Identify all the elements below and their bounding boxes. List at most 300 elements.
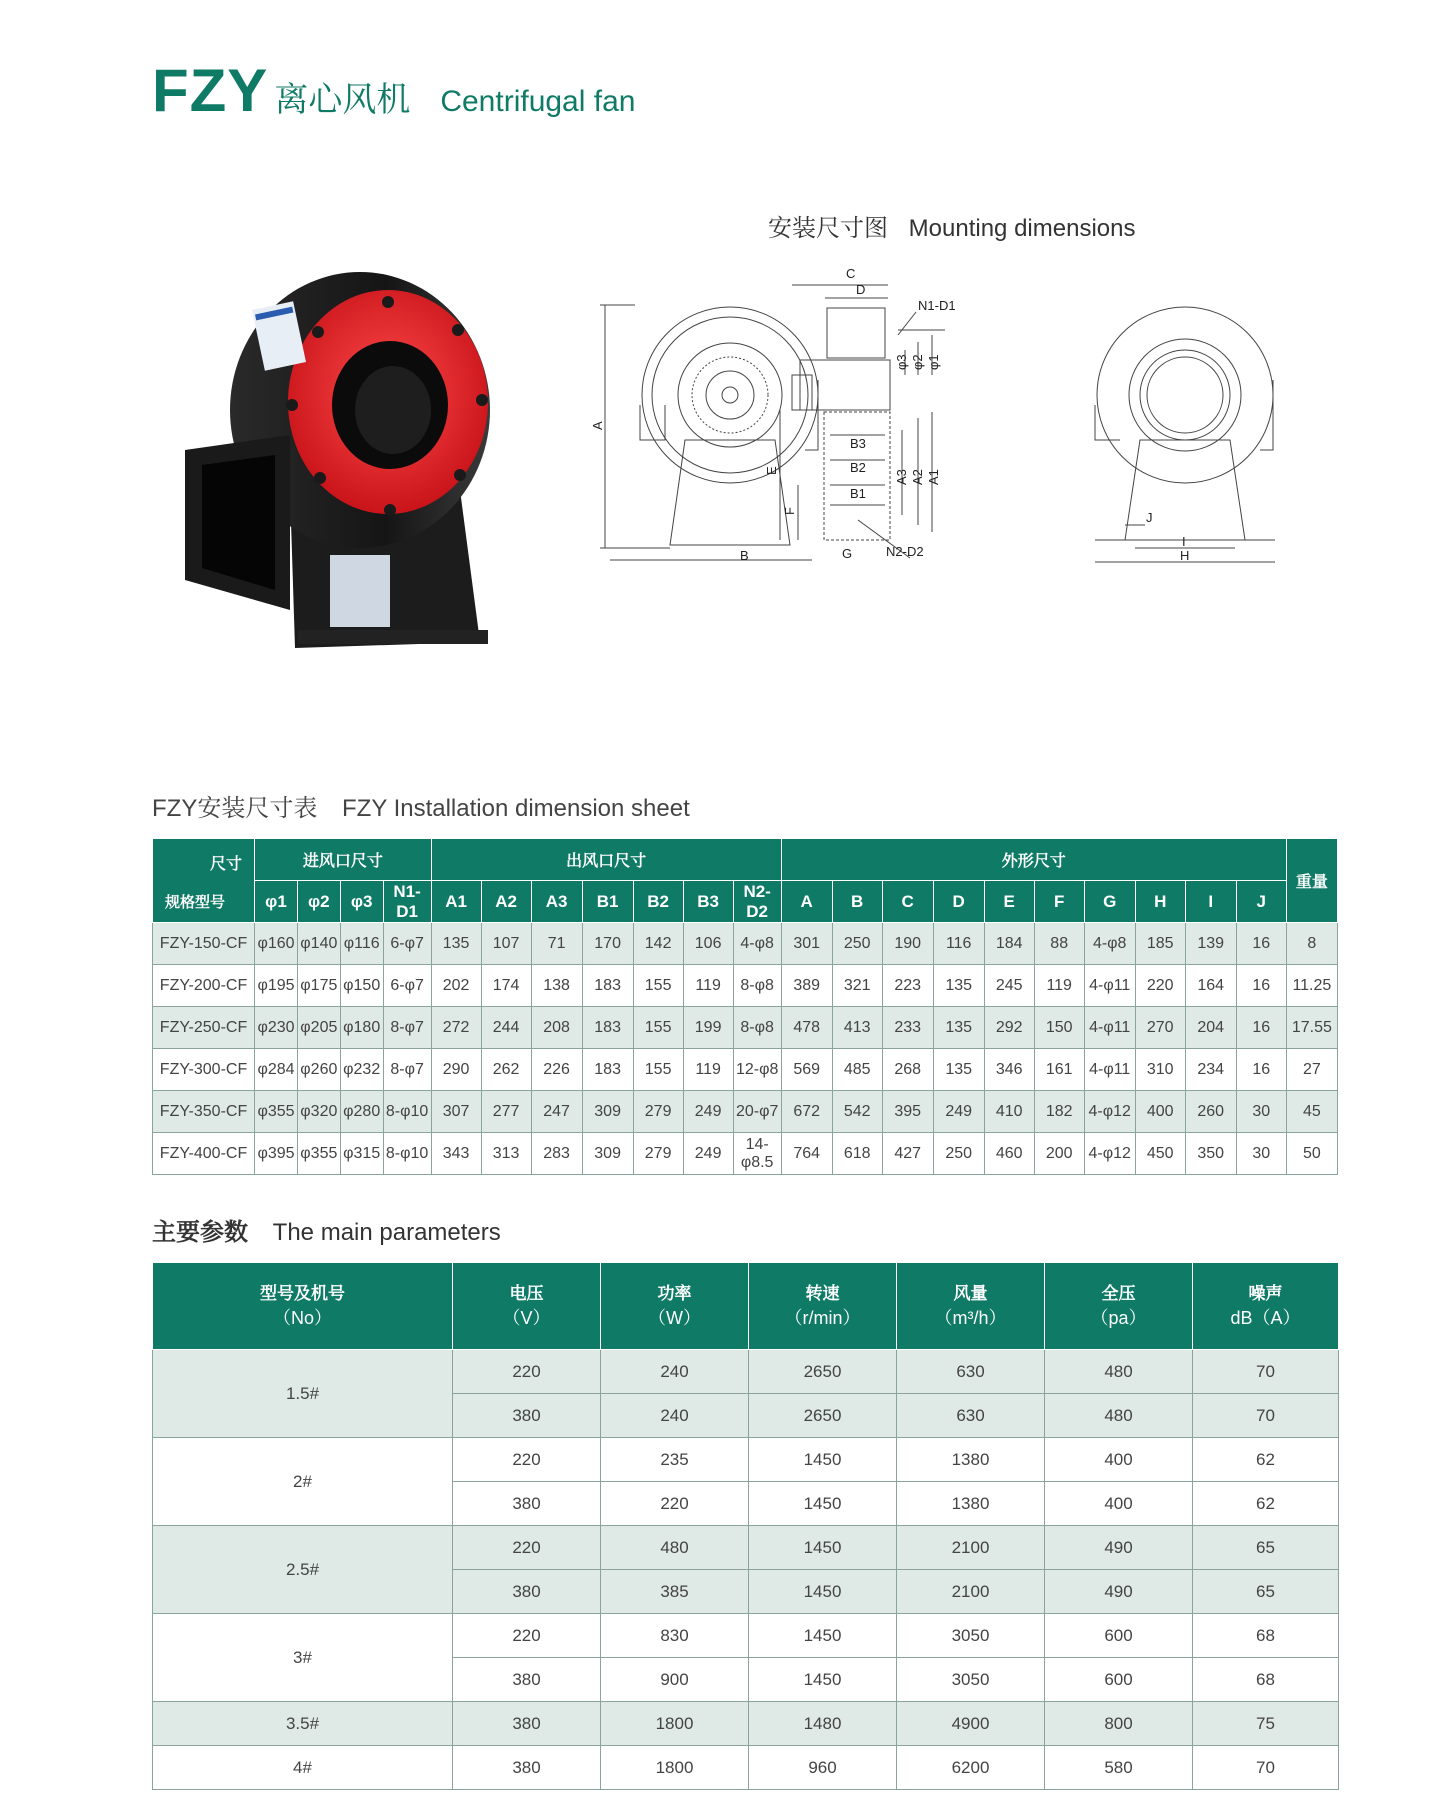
dim-cell: 250 — [832, 923, 882, 965]
param-table-row — [153, 1614, 1339, 1658]
dim-cell: 223 — [882, 965, 933, 1007]
dim-cell: φ180 — [340, 1007, 383, 1049]
model-number-cell: 2# — [153, 1438, 453, 1526]
param-cell: 490 — [1045, 1570, 1193, 1614]
param-header-unit: （pa） — [1090, 1308, 1147, 1328]
param-cell: 830 — [601, 1614, 749, 1658]
model-cell: FZY-400-CF — [153, 1133, 255, 1175]
dim-cell: 460 — [984, 1133, 1034, 1175]
param-cell: 1480 — [749, 1702, 897, 1746]
dim-cell: 427 — [882, 1133, 933, 1175]
dim-cell: 4-φ8 — [733, 923, 781, 965]
mounting-title — [768, 208, 1135, 243]
param-cell: 400 — [1045, 1438, 1193, 1482]
param-header-unit: （r/min） — [784, 1308, 861, 1328]
rear-view-drawing — [1095, 307, 1275, 562]
dimension-sheet-title — [152, 788, 690, 823]
param-cell: 900 — [601, 1658, 749, 1702]
dim-cell: 764 — [781, 1133, 832, 1175]
dim-cell: 164 — [1185, 965, 1236, 1007]
param-table-row — [153, 1350, 1339, 1394]
label-G: G — [842, 546, 853, 561]
label-B2: B2 — [850, 460, 866, 475]
param-column-header — [601, 1263, 749, 1350]
dim-column-header: B1 — [582, 881, 633, 923]
param-cell: 220 — [453, 1350, 601, 1394]
dim-cell: 260 — [1185, 1091, 1236, 1133]
model-cell: FZY-150-CF — [153, 923, 255, 965]
dim-cell: 321 — [832, 965, 882, 1007]
dim-cell: φ205 — [297, 1007, 340, 1049]
param-cell: 62 — [1193, 1438, 1339, 1482]
dim-cell: 155 — [633, 965, 683, 1007]
dim-column-header: N2-D2 — [733, 881, 781, 923]
param-cell: 1380 — [897, 1482, 1045, 1526]
param-cell: 1380 — [897, 1438, 1045, 1482]
dim-column-header: I — [1185, 881, 1236, 923]
param-cell: 2650 — [749, 1350, 897, 1394]
dim-cell: 135 — [933, 965, 984, 1007]
param-table-row — [153, 1438, 1339, 1482]
param-header-label: 功率 — [657, 1284, 692, 1303]
param-cell: 480 — [1045, 1350, 1193, 1394]
dim-table-row — [153, 1007, 1338, 1049]
dim-cell: 16 — [1236, 965, 1286, 1007]
dim-cell: 234 — [1185, 1049, 1236, 1091]
param-cell: 70 — [1193, 1350, 1339, 1394]
param-cell: 240 — [601, 1350, 749, 1394]
dim-cell: 279 — [633, 1091, 683, 1133]
param-header-unit: dB（A） — [1230, 1308, 1301, 1328]
dim-cell: 174 — [481, 965, 531, 1007]
param-cell: 385 — [601, 1570, 749, 1614]
dim-cell: 283 — [531, 1133, 582, 1175]
dim-cell: 107 — [481, 923, 531, 965]
param-cell: 400 — [1045, 1482, 1193, 1526]
dim-cell: 16 — [1236, 923, 1286, 965]
group-weight: 重量 — [1286, 839, 1337, 923]
dim-cell: 618 — [832, 1133, 882, 1175]
dim-cell: 485 — [832, 1049, 882, 1091]
param-cell: 580 — [1045, 1746, 1193, 1790]
dim-cell: 8-φ8 — [733, 1007, 781, 1049]
label-I: I — [1182, 534, 1186, 549]
dim-column-header: G — [1084, 881, 1135, 923]
dim-cell: 4-φ8 — [1084, 923, 1135, 965]
dim-cell: 4-φ12 — [1084, 1091, 1135, 1133]
dim-column-header: φ3 — [340, 881, 383, 923]
model-number-cell: 4# — [153, 1746, 453, 1790]
params-title-cn: 主要参数 — [152, 1219, 248, 1246]
label-A2: A2 — [910, 469, 925, 485]
dim-cell: 542 — [832, 1091, 882, 1133]
dim-cell: 208 — [531, 1007, 582, 1049]
label-A: A — [590, 421, 605, 430]
dim-cell: 138 — [531, 965, 582, 1007]
dim-cell: 27 — [1286, 1049, 1337, 1091]
corner-model-label: 规格型号 — [165, 894, 226, 911]
dim-cell: 190 — [882, 923, 933, 965]
param-cell: 1450 — [749, 1614, 897, 1658]
dim-cell: 182 — [1034, 1091, 1084, 1133]
dim-cell: 150 — [1034, 1007, 1084, 1049]
dim-column-header: φ1 — [255, 881, 298, 923]
installation-dimension-table — [152, 838, 1338, 1175]
dim-cell: φ355 — [297, 1133, 340, 1175]
dim-column-header: φ2 — [297, 881, 340, 923]
param-column-header — [453, 1263, 601, 1350]
model-number-cell: 3.5# — [153, 1702, 453, 1746]
dim-cell: 183 — [582, 1007, 633, 1049]
label-J: J — [1146, 510, 1153, 525]
label-N1-D1: N1-D1 — [918, 298, 956, 313]
param-header-label: 型号及机号 — [260, 1284, 345, 1303]
dim-cell: 8-φ10 — [383, 1133, 431, 1175]
dim-cell: 8-φ8 — [733, 965, 781, 1007]
dim-cell: 233 — [882, 1007, 933, 1049]
mounting-title-en: Mounting dimensions — [908, 215, 1136, 242]
dim-cell: 183 — [582, 965, 633, 1007]
dim-cell: φ395 — [255, 1133, 298, 1175]
param-column-header — [153, 1263, 453, 1350]
dim-cell: 279 — [633, 1133, 683, 1175]
dim-cell: φ116 — [340, 923, 383, 965]
model-cell: FZY-200-CF — [153, 965, 255, 1007]
dim-cell: 244 — [481, 1007, 531, 1049]
dim-table-row — [153, 965, 1338, 1007]
param-cell: 2650 — [749, 1394, 897, 1438]
label-phi2: φ2 — [910, 354, 925, 370]
dim-cell: 350 — [1185, 1133, 1236, 1175]
dim-cell: 88 — [1034, 923, 1084, 965]
param-column-header — [1045, 1263, 1193, 1350]
param-header-unit: （V） — [502, 1308, 551, 1328]
param-header-unit: （m³/h） — [934, 1308, 1007, 1328]
dim-cell: 142 — [633, 923, 683, 965]
dim-cell: 292 — [984, 1007, 1034, 1049]
dim-cell: 119 — [1034, 965, 1084, 1007]
param-column-header — [897, 1263, 1045, 1350]
param-cell: 380 — [453, 1658, 601, 1702]
dim-cell: 135 — [431, 923, 481, 965]
dim-cell: 569 — [781, 1049, 832, 1091]
dim-cell: 8-φ10 — [383, 1091, 431, 1133]
param-cell: 240 — [601, 1394, 749, 1438]
dim-cell: 400 — [1135, 1091, 1185, 1133]
dim-cell: φ160 — [255, 923, 298, 965]
dim-cell: 247 — [531, 1091, 582, 1133]
dim-cell: 249 — [683, 1091, 733, 1133]
param-table-row — [153, 1702, 1339, 1746]
param-cell: 1450 — [749, 1482, 897, 1526]
dim-cell: 183 — [582, 1049, 633, 1091]
dim-cell: φ280 — [340, 1091, 383, 1133]
param-cell: 3050 — [897, 1658, 1045, 1702]
dim-column-header: H — [1135, 881, 1185, 923]
param-cell: 600 — [1045, 1614, 1193, 1658]
param-cell: 1800 — [601, 1702, 749, 1746]
dim-column-header: N1-D1 — [383, 881, 431, 923]
param-cell: 1450 — [749, 1658, 897, 1702]
param-cell: 380 — [453, 1702, 601, 1746]
dim-cell: φ195 — [255, 965, 298, 1007]
dim-cell: φ230 — [255, 1007, 298, 1049]
param-cell: 1450 — [749, 1570, 897, 1614]
param-header-label: 全压 — [1101, 1284, 1136, 1303]
param-cell: 490 — [1045, 1526, 1193, 1570]
dim-cell: 249 — [933, 1091, 984, 1133]
fan-product-image — [180, 270, 510, 660]
label-C: C — [846, 266, 856, 281]
dim-table-row — [153, 1091, 1338, 1133]
main-parameters-table — [152, 1262, 1339, 1790]
group-outline: 外形尺寸 — [781, 839, 1286, 881]
param-cell: 6200 — [897, 1746, 1045, 1790]
dim-cell: 301 — [781, 923, 832, 965]
param-cell: 380 — [453, 1482, 601, 1526]
param-cell: 220 — [453, 1614, 601, 1658]
dim-cell: 4-φ12 — [1084, 1133, 1135, 1175]
param-cell: 65 — [1193, 1526, 1339, 1570]
dim-cell: 250 — [933, 1133, 984, 1175]
dim-cell: 119 — [683, 965, 733, 1007]
side-view-drawing — [780, 285, 945, 558]
param-cell: 220 — [601, 1482, 749, 1526]
dim-cell: 309 — [582, 1133, 633, 1175]
dim-cell: φ355 — [255, 1091, 298, 1133]
param-column-header — [749, 1263, 897, 1350]
param-cell: 235 — [601, 1438, 749, 1482]
dim-cell: 17.55 — [1286, 1007, 1337, 1049]
label-phi1: φ1 — [926, 354, 941, 370]
dim-cell: 309 — [582, 1091, 633, 1133]
dim-cell: 389 — [781, 965, 832, 1007]
param-column-header — [1193, 1263, 1339, 1350]
label-B: B — [740, 548, 749, 563]
dim-table-row — [153, 1133, 1338, 1175]
dim-cell: φ260 — [297, 1049, 340, 1091]
group-inlet: 进风口尺寸 — [255, 839, 432, 881]
dim-cell: 185 — [1135, 923, 1185, 965]
dim-cell: 343 — [431, 1133, 481, 1175]
dim-cell: 310 — [1135, 1049, 1185, 1091]
dim-cell: 8 — [1286, 923, 1337, 965]
dim-cell: 4-φ11 — [1084, 1007, 1135, 1049]
dim-cell: φ232 — [340, 1049, 383, 1091]
dim-cell: 672 — [781, 1091, 832, 1133]
dim-cell: 45 — [1286, 1091, 1337, 1133]
dim-cell: φ150 — [340, 965, 383, 1007]
dim-column-header: E — [984, 881, 1034, 923]
param-cell: 68 — [1193, 1614, 1339, 1658]
dim-cell: φ315 — [340, 1133, 383, 1175]
param-cell: 630 — [897, 1394, 1045, 1438]
dim-cell: 272 — [431, 1007, 481, 1049]
dim-cell: 155 — [633, 1007, 683, 1049]
dim-cell: 12-φ8 — [733, 1049, 781, 1091]
dim-table-row — [153, 1049, 1338, 1091]
param-cell: 2100 — [897, 1570, 1045, 1614]
param-cell: 65 — [1193, 1570, 1339, 1614]
dim-cell: 220 — [1135, 965, 1185, 1007]
param-header-unit: （No） — [272, 1308, 332, 1328]
dim-cell: 268 — [882, 1049, 933, 1091]
param-cell: 800 — [1045, 1702, 1193, 1746]
dim-cell: 8-φ7 — [383, 1007, 431, 1049]
page-title — [152, 56, 635, 125]
dim-cell: 277 — [481, 1091, 531, 1133]
param-cell: 70 — [1193, 1394, 1339, 1438]
param-header-label: 转速 — [805, 1284, 840, 1303]
dim-cell: 170 — [582, 923, 633, 965]
dim-cell: 8-φ7 — [383, 1049, 431, 1091]
dimension-sheet-title-en: FZY Installation dimension sheet — [342, 795, 690, 822]
brand-name: FZY — [152, 57, 269, 124]
dim-cell: 410 — [984, 1091, 1034, 1133]
dim-cell: 16 — [1236, 1049, 1286, 1091]
dim-cell: 226 — [531, 1049, 582, 1091]
param-cell: 70 — [1193, 1746, 1339, 1790]
dim-cell: 313 — [481, 1133, 531, 1175]
dim-column-header: B3 — [683, 881, 733, 923]
dim-cell: 50 — [1286, 1133, 1337, 1175]
mounting-title-cn: 安装尺寸图 — [768, 215, 888, 242]
dim-cell: 184 — [984, 923, 1034, 965]
dim-column-header: C — [882, 881, 933, 923]
dim-cell: 200 — [1034, 1133, 1084, 1175]
front-view-drawing — [600, 305, 818, 560]
param-header-label: 电压 — [509, 1284, 544, 1303]
label-D: D — [856, 282, 866, 297]
label-B3: B3 — [850, 436, 866, 451]
param-cell: 380 — [453, 1570, 601, 1614]
param-cell: 380 — [453, 1746, 601, 1790]
label-phi3: φ3 — [894, 354, 909, 370]
header-corner — [153, 839, 255, 923]
dim-column-header: B2 — [633, 881, 683, 923]
dim-column-header: A3 — [531, 881, 582, 923]
model-number-cell: 1.5# — [153, 1350, 453, 1438]
param-cell: 1800 — [601, 1746, 749, 1790]
dimension-sheet-title-cn: FZY安装尺寸表 — [152, 795, 318, 822]
dim-column-header: J — [1236, 881, 1286, 923]
param-cell: 480 — [601, 1526, 749, 1570]
dim-column-header: F — [1034, 881, 1084, 923]
param-cell: 1450 — [749, 1526, 897, 1570]
dim-cell: 307 — [431, 1091, 481, 1133]
dim-cell: 395 — [882, 1091, 933, 1133]
dim-column-header: A1 — [431, 881, 481, 923]
dim-cell: 413 — [832, 1007, 882, 1049]
dim-cell: 30 — [1236, 1133, 1286, 1175]
param-header-label: 风量 — [953, 1284, 988, 1303]
param-cell: 62 — [1193, 1482, 1339, 1526]
model-number-cell: 2.5# — [153, 1526, 453, 1614]
param-cell: 3050 — [897, 1614, 1045, 1658]
param-header-label: 噪声 — [1248, 1284, 1283, 1303]
dim-column-header: B — [832, 881, 882, 923]
dim-cell: 139 — [1185, 923, 1236, 965]
dim-cell: 6-φ7 — [383, 923, 431, 965]
dim-cell: 106 — [683, 923, 733, 965]
corner-dimension-label: 尺寸 — [210, 856, 243, 873]
param-cell: 960 — [749, 1746, 897, 1790]
dim-cell: 478 — [781, 1007, 832, 1049]
dim-column-header: D — [933, 881, 984, 923]
dim-cell: 155 — [633, 1049, 683, 1091]
dim-cell: 245 — [984, 965, 1034, 1007]
model-number-cell: 3# — [153, 1614, 453, 1702]
param-cell: 2100 — [897, 1526, 1045, 1570]
dim-cell: 4-φ11 — [1084, 1049, 1135, 1091]
label-A1: A1 — [926, 469, 941, 485]
dim-cell: 14-φ8.5 — [733, 1133, 781, 1175]
dim-cell: 249 — [683, 1133, 733, 1175]
dim-cell: φ320 — [297, 1091, 340, 1133]
dim-cell: 346 — [984, 1049, 1034, 1091]
dim-cell: φ175 — [297, 965, 340, 1007]
dim-cell: φ140 — [297, 923, 340, 965]
params-title-en: The main parameters — [272, 1219, 501, 1246]
dim-cell: 199 — [683, 1007, 733, 1049]
label-H: H — [1180, 548, 1190, 563]
label-N2-D2: N2-D2 — [886, 544, 924, 559]
dim-cell: 116 — [933, 923, 984, 965]
dim-cell: 119 — [683, 1049, 733, 1091]
label-A3: A3 — [894, 469, 909, 485]
label-E: E — [764, 466, 779, 475]
dim-table-row — [153, 923, 1338, 965]
mounting-dimension-drawings — [580, 266, 1340, 650]
dim-cell: 262 — [481, 1049, 531, 1091]
param-table-row — [153, 1746, 1339, 1790]
title-cn: 离心风机 — [274, 81, 411, 119]
group-outlet: 出风口尺寸 — [431, 839, 781, 881]
dim-cell: 20-φ7 — [733, 1091, 781, 1133]
dim-column-header: A — [781, 881, 832, 923]
dim-cell: 202 — [431, 965, 481, 1007]
param-cell: 480 — [1045, 1394, 1193, 1438]
param-cell: 75 — [1193, 1702, 1339, 1746]
dim-cell: 6-φ7 — [383, 965, 431, 1007]
dim-cell: 135 — [933, 1007, 984, 1049]
param-cell: 630 — [897, 1350, 1045, 1394]
label-B1: B1 — [850, 486, 866, 501]
dim-cell: 11.25 — [1286, 965, 1337, 1007]
model-cell: FZY-350-CF — [153, 1091, 255, 1133]
dim-column-header: A2 — [481, 881, 531, 923]
dim-cell: 204 — [1185, 1007, 1236, 1049]
param-cell: 600 — [1045, 1658, 1193, 1702]
param-table-row — [153, 1526, 1339, 1570]
params-title — [152, 1212, 501, 1247]
dim-cell: 270 — [1135, 1007, 1185, 1049]
param-cell: 220 — [453, 1438, 601, 1482]
model-cell: FZY-300-CF — [153, 1049, 255, 1091]
param-cell: 1450 — [749, 1438, 897, 1482]
param-header-unit: （W） — [648, 1308, 701, 1328]
dim-cell: 290 — [431, 1049, 481, 1091]
param-cell: 68 — [1193, 1658, 1339, 1702]
dim-cell: 450 — [1135, 1133, 1185, 1175]
dim-cell: φ284 — [255, 1049, 298, 1091]
dim-cell: 135 — [933, 1049, 984, 1091]
model-cell: FZY-250-CF — [153, 1007, 255, 1049]
dim-cell: 4-φ11 — [1084, 965, 1135, 1007]
label-F: F — [782, 507, 797, 515]
title-en: Centrifugal fan — [440, 85, 636, 118]
dim-cell: 16 — [1236, 1007, 1286, 1049]
